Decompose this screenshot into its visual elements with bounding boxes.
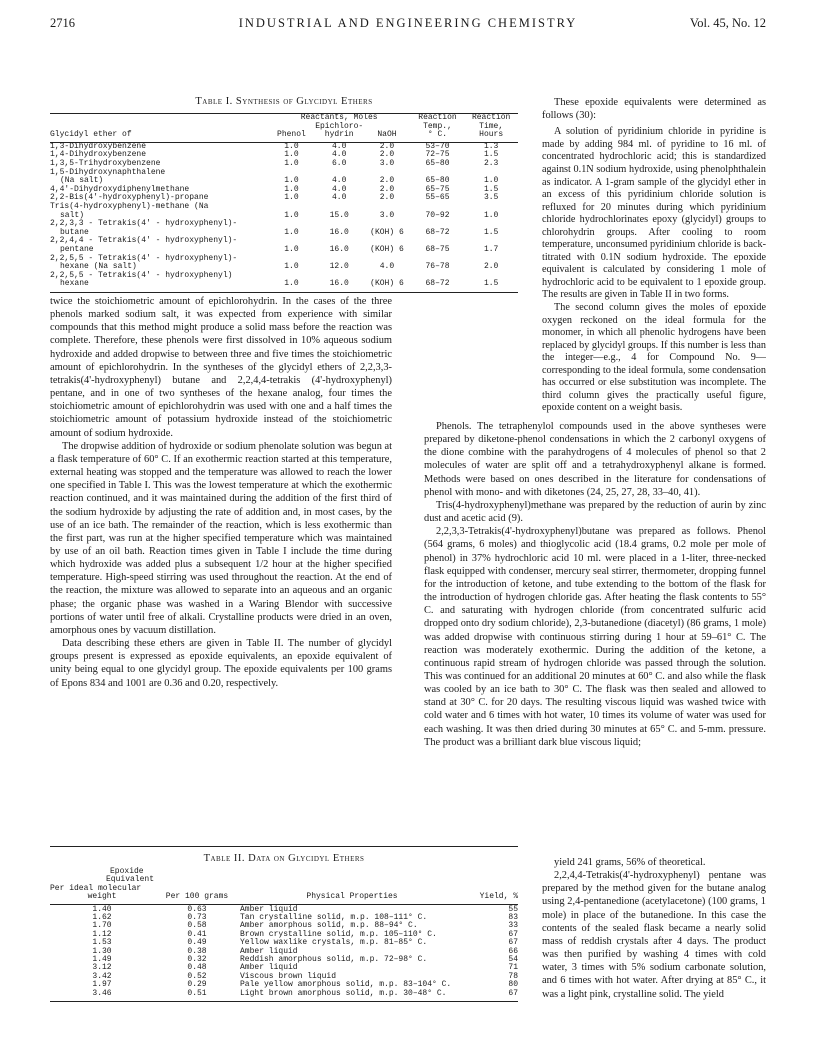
cell-d: 54 xyxy=(508,955,518,965)
table-1-col-time-1: Reaction xyxy=(471,113,511,122)
cell-epichlorohydrin: 4.0 xyxy=(332,176,347,186)
cell-phenol: 1.0 xyxy=(284,210,299,220)
cell-a: 1.30 xyxy=(92,946,112,956)
cell-d: 33 xyxy=(508,921,518,931)
paragraph: These epoxide equivalents were determined as follows (30): xyxy=(542,97,766,122)
cell-a: 1.53 xyxy=(92,938,112,948)
cell-b: 0.73 xyxy=(187,913,207,923)
cell-naoh: 2.0 xyxy=(379,184,395,194)
table-2 xyxy=(50,846,518,1002)
cell-phenol: 1.0 xyxy=(284,184,299,194)
cell-epichlorohydrin: 4.0 xyxy=(332,141,347,151)
cell-phenol: 1.0 xyxy=(284,262,299,272)
cell-a: 1.49 xyxy=(92,955,112,965)
cell-temp: 68–72 xyxy=(425,227,450,237)
cell-time: 1.5 xyxy=(483,184,499,194)
cell-a: 3.42 xyxy=(92,971,112,981)
cell-phenol: 1.0 xyxy=(284,158,299,168)
cell-name: 2,2,5,5 - Tetrakis(4' - hydroxyphenyl) xyxy=(50,270,233,280)
cell-name: 2,2,3,3 - Tetrakis(4' - hydroxyphenyl)- xyxy=(50,219,238,229)
cell-phenol: 1.0 xyxy=(284,176,299,186)
cell-d: 78 xyxy=(508,971,518,981)
paragraph: The dropwise addition of hydroxide or sodium phenolate solution was begun at a flask temperature of 60° C. If an exothermic reaction started at this temperature, external heating was stopped and the temperature was allowed to reach the lower one specified in Table I. This was the lowest temperature at which the exothermic reaction continued, and it was maintained during the addition of the first third of the sodium hydroxide by adjusting the rate of addition and, in most cases, by the use of an ice bath. The remainder of the reaction, which is less exothermic than the first part, was run at the higher specified temperature which was maintained by use of an oil bath. Reaction times given in Table I include the time during which hydroxide was added plus a subsequent 1/2 hour at the higher specified temperature. High-speed stirring was used throughout the reaction. At the end of the reaction, the mixture was allowed to separate into an aqueous and an organic phase; the organic phase was washed in a Waring Blendor with successive portions of water until free of alkali. Crystalline products were dried in an oven, amorphous ones by vacuum distillation. xyxy=(50,440,392,636)
left-column xyxy=(50,295,392,690)
cell-c: Light brown amorphous solid, m.p. 30–48° C. xyxy=(240,988,447,998)
table-2-grid xyxy=(50,868,518,998)
cell-phenol: 1.0 xyxy=(284,141,299,151)
cell-temp: 53–70 xyxy=(425,141,450,151)
cell-a: 1.70 xyxy=(92,921,112,931)
table-2-col-a-2: weight xyxy=(87,892,117,902)
cell-a: 1.40 xyxy=(92,904,112,914)
table-1-col-epi-2: hydrin xyxy=(324,130,354,140)
right-bottom-column xyxy=(542,856,766,1001)
cell-time: 1.0 xyxy=(483,210,499,220)
cell-name: 2,2,4,4 - Tetrakis(4' - hydroxyphenyl)- xyxy=(50,236,238,246)
cell-b: 0.38 xyxy=(187,946,207,956)
cell-epichlorohydrin: 15.0 xyxy=(329,210,349,220)
cell-temp: 68–72 xyxy=(425,279,450,289)
paragraph: 2,2,3,3-Tetrakis(4'-hydroxyphenyl)butane was prepared as follows. Phenol (564 grams, 6 moles) and thioglycolic acid (18.4 grams, 0.2 mole per mole of phenol) in 37% hydrochloric acid 10 ml. were placed in a 1-liter, three-necked flask equipped with condenser, mercury seal stirrer, thermometer, dropping funnel for the introduction of ketone, and tube extending to the bottom of the flask for the introduction of hydrogen chloride gas. After heating the flask contents to 55° C. and saturating with hydrogen chloride (from concentrated sulfuric acid dropped onto dry sodium chloride), 2,3-butanedione (diacetyl) (86 grams, 1 mole) was added dropwise with continuous stirring during 1 hour at 59–61° C. The reaction was moderately exothermic. During the addition of the ketone, a continuous rapid stream of hydrogen chloride was passed through the solution. This was continued for an additional 20 minutes at 60° C. and also while the flask was cooled by an ice bath to 30° C. The flask was then sealed and allowed to stand at 30° C. for 20 days. The resulting viscous liquid was washed twice with cold water and 6 times with hot water, 10 times its volume of water was used for each washing. It was then dried during 30 minutes at 65° C. and 5-mm. pressure. The product was a brilliant dark blue viscous liquid; xyxy=(424,526,766,748)
cell-phenol: 1.0 xyxy=(284,227,299,237)
cell-epichlorohydrin: 4.0 xyxy=(332,150,347,160)
cell-naoh: 2.0 xyxy=(379,193,395,203)
cell-d: 80 xyxy=(508,980,518,990)
cell-naoh: 3.0 xyxy=(379,158,395,168)
cell-a: 1.97 xyxy=(92,980,112,990)
cell-temp: 65–80 xyxy=(425,176,450,186)
table-1-col-temp-1: Reaction xyxy=(418,113,457,122)
cell-naoh: (KOH) 6 xyxy=(370,244,404,254)
cell-temp: 68–75 xyxy=(425,244,450,254)
cell-d: 55 xyxy=(508,904,518,914)
cell-time: 1.5 xyxy=(483,227,499,237)
cell-time: 1.5 xyxy=(483,150,499,160)
table-1-col-temp-3: ° C. xyxy=(427,130,448,140)
cell-b: 0.41 xyxy=(187,929,207,939)
cell-time: 2.0 xyxy=(483,262,499,272)
cell-b: 0.32 xyxy=(187,955,207,965)
cell-naoh: 4.0 xyxy=(379,262,395,272)
cell-temp: 65–80 xyxy=(425,158,450,168)
cell-naoh: (KOH) 6 xyxy=(370,227,404,237)
cell-c: Tan crystalline solid, m.p. 108–111° C. xyxy=(240,913,428,923)
cell-temp: 72–75 xyxy=(425,150,450,160)
cell-time: 1.5 xyxy=(483,279,499,289)
cell-epichlorohydrin: 4.0 xyxy=(332,184,347,194)
cell-name: 2,2-Bis(4'-hydroxyphenyl)-propane xyxy=(50,193,209,203)
cell-naoh: 2.0 xyxy=(379,150,395,160)
paragraph: Data describing these ethers are given in Table II. The number of glycidyl groups present is expressed as epoxide equivalents, an epoxide equivalent of unity being equal to one glycidyl group. The epoxide equivalents per 100 grams of Epons 834 and 1001 are 0.36 and 0.20, respectively. xyxy=(50,638,392,689)
table-1-col-temp-2: Temp., xyxy=(423,121,452,131)
table-2-col-d: Yield, % xyxy=(479,892,518,902)
cell-a: 1.12 xyxy=(92,929,112,939)
cell-temp: 55–65 xyxy=(425,193,450,203)
cell-d: 67 xyxy=(508,929,518,939)
cell-epichlorohydrin: 4.0 xyxy=(332,193,347,203)
cell-d: 67 xyxy=(508,938,518,948)
cell-c: Yellow waxlike crystals, m.p. 81–85° C. xyxy=(240,938,428,948)
cell-d: 71 xyxy=(508,963,518,973)
cell-time: 1.0 xyxy=(483,176,499,186)
cell-name: (Na salt) xyxy=(60,176,104,186)
cell-name: 1,3-Dihydroxybenzene xyxy=(50,141,147,151)
paragraph: Tris(4-hydroxyphenyl)methane was prepared by the reduction of aurin by zinc dust and acetic acid (9). xyxy=(424,499,766,525)
cell-b: 0.29 xyxy=(187,980,207,990)
cell-temp: 76–78 xyxy=(425,262,450,272)
table-1-col-time-2: Time, xyxy=(479,121,504,131)
volume-issue: Vol. 45, No. 12 xyxy=(689,16,766,30)
journal-title: INDUSTRIAL AND ENGINEERING CHEMISTRY xyxy=(238,16,578,30)
cell-b: 0.58 xyxy=(187,921,207,931)
table-2-col-b: Per 100 grams xyxy=(165,892,229,902)
table-2-col-a-1: Per ideal molecular xyxy=(50,883,142,893)
table-2-col-c: Physical Properties xyxy=(306,892,398,902)
cell-a: 1.62 xyxy=(92,913,112,923)
cell-b: 0.52 xyxy=(187,971,207,981)
paragraph: 2,2,4,4-Tetrakis(4'-hydroxyphenyl) pentane was prepared by the method given for the butane analog using 2,4-pentanedione (acetylacetone) (100 grams, 1 mole) in place of the butanedione. In this case the contents of the sealed flask became a nearly solid mass of reddish crystals after 4 days. The product was then purified by washing 4 times with cold water, 3 times with 5% sodium carbonate solution, and 6 times with hot water. After drying at 85° C., it was a light pink, crystalline solid. The yield xyxy=(542,870,766,1000)
table-1 xyxy=(50,96,518,293)
table-1-title: Table I. Synthesis of Glycidyl Ethers xyxy=(195,96,373,107)
cell-c: Pale yellow amorphous solid, m.p. 83–104° C. xyxy=(240,980,452,990)
cell-name: 1,4-Dihydroxybenzene xyxy=(50,150,147,160)
cell-epichlorohydrin: 12.0 xyxy=(329,262,349,272)
paragraph: yield 241 grams, 56% of theoretical. xyxy=(554,857,706,868)
cell-c: Amber liquid xyxy=(240,904,298,914)
cell-epichlorohydrin: 16.0 xyxy=(329,227,349,237)
cell-time: 3.5 xyxy=(483,193,499,203)
cell-c: Amber liquid xyxy=(240,963,298,973)
cell-name: hexane xyxy=(60,279,89,289)
cell-name: 1,3,5-Trihydroxybenzene xyxy=(50,158,161,168)
cell-name: 2,2,5,5 - Tetrakis(4' - hydroxyphenyl)- xyxy=(50,253,238,263)
cell-a: 3.46 xyxy=(92,988,112,998)
table-1-group-header: Reactants, Moles xyxy=(300,113,378,122)
cell-epichlorohydrin: 6.0 xyxy=(332,158,347,168)
cell-d: 66 xyxy=(508,946,518,956)
cell-b: 0.48 xyxy=(187,963,207,973)
cell-epichlorohydrin: 16.0 xyxy=(329,244,349,254)
cell-name: 4,4'-Dihydroxydiphenylmethane xyxy=(50,184,190,194)
table-1-col-phenol: Phenol xyxy=(277,130,306,140)
cell-c: Amber liquid xyxy=(240,946,298,956)
table-row xyxy=(50,280,518,289)
cell-c: Viscous brown liquid xyxy=(240,971,337,981)
cell-c: Amber amorphous solid, m.p. 88–94° C. xyxy=(240,921,418,931)
table-row xyxy=(50,990,518,998)
cell-temp: 65–75 xyxy=(425,184,450,194)
cell-name: pentane xyxy=(60,244,94,254)
paragraph: The second column gives the moles of epoxide oxygen reckoned on the ideal formula for the monomer, in which all phenolic hydrogens have been replaced by glycidyl groups. If this number is less than the integer—e.g., 4 for Compound No. 9—corresponding to the ideal formula, some condensation has occurred or else substitution was incomplete. The third column gives the practically useful figure, epoxide content on a weight basis. xyxy=(542,301,766,414)
table-1-col-time-3: Hours xyxy=(479,130,504,140)
table-2-group-header-1: Epoxide xyxy=(110,867,144,876)
paragraph: twice the stoichiometric amount of epichlorohydrin. In the cases of the three phenols marked sodium salt, it was expected from experience with similar compounds that this method might produce a solid mass before the reaction was complete. Therefore, these phenols were first dissolved in 10% aqueous sodium hydroxide and added dropwise to between three and five times the stoichiometric amount of epichlorohydrin. In the syntheses of the glycidyl ethers of 2,2,3,3-tetrakis(4'-hydroxyphenyl) butane and 2,2,4,4-tetrakis (4'-hydroxyphenyl) pentane, and in one of two syntheses of the hexane analog, four times the stoichiometric amount of epichlorohydrin was used with one and a half times the stoichiometric amount of potassium hydroxide instead of the stoichiometric amount of sodium hydroxide. xyxy=(50,296,392,439)
cell-d: 83 xyxy=(508,913,518,923)
cell-phenol: 1.0 xyxy=(284,279,299,289)
cell-c: Reddish amorphous solid, m.p. 72–98° C. xyxy=(240,955,428,965)
cell-a: 3.12 xyxy=(92,963,112,973)
table-2-group-header-2: Equivalent xyxy=(106,875,155,885)
cell-phenol: 1.0 xyxy=(284,244,299,254)
cell-b: 0.51 xyxy=(187,988,207,998)
page-header xyxy=(50,16,766,38)
cell-phenol: 1.0 xyxy=(284,193,299,203)
table-1-grid xyxy=(50,114,518,289)
right-mid-column xyxy=(424,420,766,749)
cell-c: Brown crystalline solid, m.p. 105–110° C. xyxy=(240,929,437,939)
cell-naoh: 3.0 xyxy=(379,210,395,220)
table-2-title: Table II. Data on Glycidyl Ethers xyxy=(203,853,365,864)
cell-d: 67 xyxy=(508,988,518,998)
cell-name: 1,5-Dihydroxynaphthalene xyxy=(50,167,166,177)
cell-name: Tris(4-hydroxyphenyl)-methane (Na xyxy=(50,201,209,211)
table-1-col-epi-1: Epichloro- xyxy=(315,121,364,131)
cell-name: salt) xyxy=(60,210,85,220)
right-top-column xyxy=(542,96,766,415)
cell-naoh: (KOH) 6 xyxy=(370,279,404,289)
cell-name: hexane (Na salt) xyxy=(60,262,137,272)
cell-time: 2.3 xyxy=(483,158,499,168)
table-1-col-name: Glycidyl ether of xyxy=(50,130,132,140)
cell-b: 0.49 xyxy=(187,938,207,948)
cell-time: 1.7 xyxy=(483,244,499,254)
paragraph: A solution of pyridinium chloride in pyridine is made by adding 984 ml. of pyridine to 16 ml. of concentrated hydrochloric acid; this is standardized against 0.1N sodium hydroxide, using phenolphthalein as indicator. A 1-gram sample of the glycidyl ether in an excess of this pyridinium chloride solution is refluxed for 20 minutes during which pyridinium chloride hydrochlorinates epoxy (glycidyl) groups to chlorohydrin groups. After cooling to room temperature, unconsumed pyridinium chloride is back-titrated with 0.1N sodium hydroxide. The epoxide equivalent is calculated by considering 1 mole of hydrochloric acid to be equivalent to 1 epoxide group. The results are given in Table II in two forms. xyxy=(542,126,766,301)
cell-naoh: 2.0 xyxy=(379,141,395,151)
cell-naoh: 2.0 xyxy=(379,176,395,186)
paragraph: Phenols. The tetraphenylol compounds used in the above syntheses were prepared by diketone-phenol condensations in which the 2 carbonyl oxygens of the dione combine with the parahydrogens of 4 molecules of phenol so that 2 molecules of water are split off and a tetrahydroxyphenyl alkane is formed. Methods were based on ones described in the literature for condensations of phenol with mono- and with diketones (24, 25, 27, 28, 33–40, 41). xyxy=(424,421,766,498)
cell-name: butane xyxy=(60,227,89,237)
cell-epichlorohydrin: 16.0 xyxy=(329,279,349,289)
cell-b: 0.63 xyxy=(187,904,207,914)
table-1-col-naoh: NaOH xyxy=(377,130,397,140)
cell-temp: 70–92 xyxy=(425,210,450,220)
cell-phenol: 1.0 xyxy=(284,150,299,160)
cell-time: 1.3 xyxy=(483,141,499,151)
page-number: 2716 xyxy=(50,16,75,30)
